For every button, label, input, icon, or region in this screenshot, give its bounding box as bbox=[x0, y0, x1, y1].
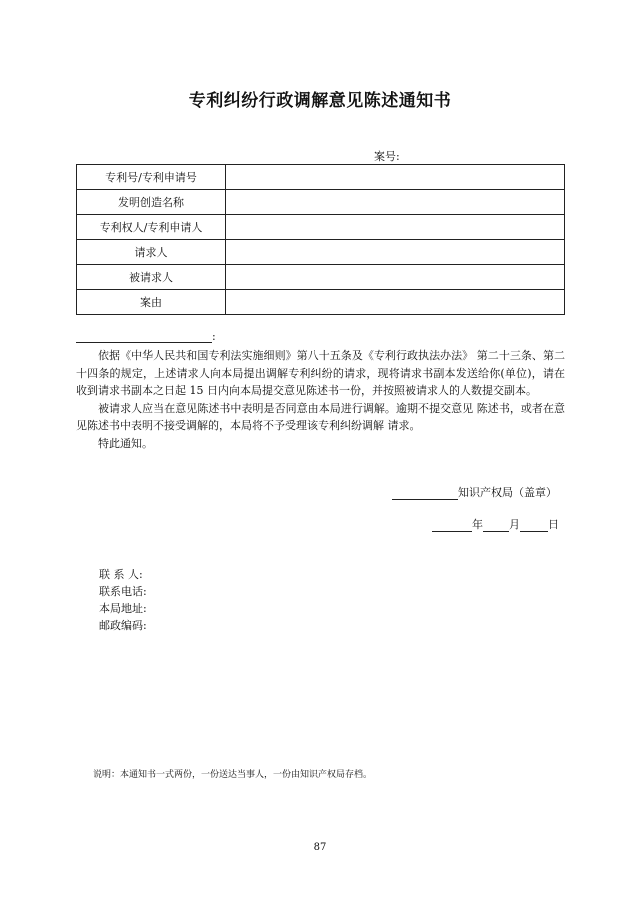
addressee-colon: : bbox=[212, 330, 216, 343]
contact-info bbox=[99, 566, 147, 634]
row-value-field[interactable] bbox=[226, 165, 565, 190]
row-label: 案由 bbox=[77, 290, 226, 315]
addressee-line bbox=[76, 330, 216, 343]
postal-code-label: 邮政编码: bbox=[99, 619, 147, 632]
info-table bbox=[76, 164, 565, 315]
row-label: 请求人 bbox=[77, 240, 226, 265]
day-blank[interactable] bbox=[520, 519, 548, 532]
table-row bbox=[77, 190, 565, 215]
row-label: 被请求人 bbox=[77, 265, 226, 290]
addressee-blank[interactable] bbox=[76, 330, 212, 343]
office-label: 知识产权局（盖章） bbox=[458, 486, 557, 499]
case-number-label: 案号: bbox=[374, 150, 400, 163]
row-value-field[interactable] bbox=[226, 240, 565, 265]
contact-phone-label: 联系电话: bbox=[99, 585, 147, 598]
table-row bbox=[77, 165, 565, 190]
paragraph: 被请求人应当在意见陈述书中表明是否同意由本局进行调解。逾期不提交意见 陈述书，或者在意见陈述书中表明不接受调解的，本局将不予受理该专利纠纷调解 请求。 bbox=[76, 401, 565, 432]
page-number: 87 bbox=[313, 842, 327, 853]
year-blank[interactable] bbox=[432, 519, 472, 532]
document-title: 专利纠纷行政调解意见陈述通知书 bbox=[188, 91, 452, 111]
table-row bbox=[77, 265, 565, 290]
table-row bbox=[77, 240, 565, 265]
contact-person-label: 联 系 人: bbox=[99, 568, 143, 581]
table-row bbox=[77, 215, 565, 240]
office-address-label: 本局地址: bbox=[99, 602, 147, 615]
row-value-field[interactable] bbox=[226, 290, 565, 315]
table-row bbox=[77, 290, 565, 315]
row-value-field[interactable] bbox=[226, 215, 565, 240]
row-value-field[interactable] bbox=[226, 265, 565, 290]
footnote: 说明：本通知书一式两份，一份送达当事人，一份由知识产权局存档。 bbox=[93, 770, 373, 780]
issuing-office bbox=[392, 484, 557, 500]
month-label: 月 bbox=[509, 518, 520, 531]
row-label: 专利权人/专利申请人 bbox=[77, 215, 226, 240]
paragraph: 特此通知。 bbox=[98, 436, 153, 450]
row-label: 专利号/专利申请号 bbox=[77, 165, 226, 190]
month-blank[interactable] bbox=[483, 519, 509, 532]
row-label: 发明创造名称 bbox=[77, 190, 226, 215]
notice-body bbox=[76, 347, 565, 452]
date-line bbox=[432, 516, 559, 532]
row-value-field[interactable] bbox=[226, 190, 565, 215]
year-label: 年 bbox=[472, 518, 483, 531]
office-name-blank[interactable] bbox=[392, 487, 458, 500]
day-label: 日 bbox=[548, 518, 559, 531]
paragraph: 依据《中华人民共和国专利法实施细则》第八十五条及《专利行政执法办法》 第二十三条、第二十四条的规定，上述请求人向本局提出调解专利纠纷的请求，现将请求书副本发送给你(单位)，请在收到请求书副本之日起 15 日内向本局提交意见陈述书一份，并按照被请求人的人数提交副本。 bbox=[76, 349, 565, 397]
